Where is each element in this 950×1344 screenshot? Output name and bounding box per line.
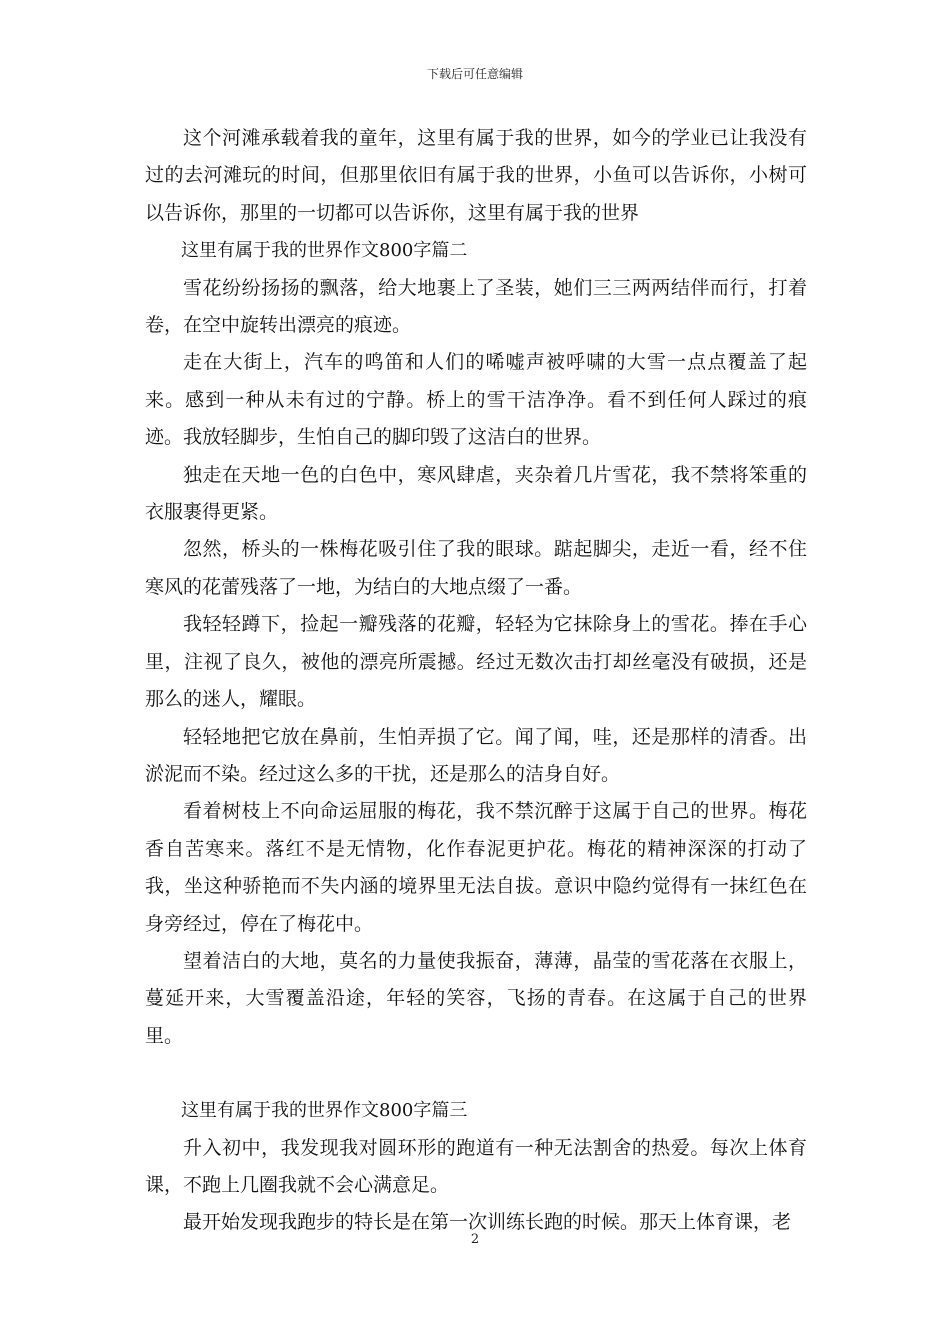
section-heading: 这里有属于我的世界作文800字篇三 xyxy=(181,1100,468,1122)
paragraph: 最开始发现我跑步的特长是在第一次训练长跑的时候。那天上体育课，老 xyxy=(183,1211,792,1234)
paragraph: 这个河滩承载着我的童年，这里有属于我的世界，如今的学业已让我没有过的去河滩玩的时间，但那里依旧有属于我的世界，小鱼可以告诉你，小树可以告诉你，那里的一切都可以告诉你，这里有属于我的世界 xyxy=(145,127,807,224)
section-heading: 这里有属于我的世界作文800字篇二 xyxy=(181,240,468,262)
paragraph: 忽然，桥头的一株梅花吸引住了我的眼球。踮起脚尖，走近一看，经不住寒风的花蕾残落了一地，为结白的大地点缀了一番。 xyxy=(145,538,807,598)
page-number: 2 xyxy=(470,1232,480,1247)
paragraph: 走在大街上，汽车的鸣笛和人们的唏嘘声被呼啸的大雪一点点覆盖了起来。感到一种从未有过的宁静。桥上的雪干洁净净。看不到任何人踩过的痕迹。我放轻脚步，生怕自己的脚印毁了这洁白的世界。 xyxy=(145,351,807,449)
paragraph: 看着树枝上不向命运屈服的梅花，我不禁沉醉于这属于自己的世界。梅花香自苦寒来。落红不是无情物，化作春泥更护花。梅花的精神深深的打动了我，坐这种骄艳而不失内涵的境界里无法自拔。意识中隐约觉得有一抹红色在身旁经过，停在了梅花中。 xyxy=(145,800,807,935)
paragraph: 独走在天地一色的白色中，寒风肆虐，夹杂着几片雪花，我不禁将笨重的衣服裹得更紧。 xyxy=(145,463,807,524)
blank-line xyxy=(145,1055,807,1092)
paragraph: 我轻轻蹲下，捡起一瓣残落的花瓣，轻轻为它抹除身上的雪花。捧在手心里，注视了良久，被他的漂亮所震撼。经过无数次击打却丝毫没有破损，还是那么的迷人，耀眼。 xyxy=(145,613,807,711)
document-body xyxy=(145,120,807,1242)
paragraph: 望着洁白的大地，莫名的力量使我振奋，薄薄，晶莹的雪花落在衣服上，蔓延开来，大雪覆盖沿途，年轻的笑容，飞扬的青春。在这属于自己的世界里。 xyxy=(145,949,807,1047)
paragraph: 轻轻地把它放在鼻前，生怕弄损了它。闻了闻，哇，还是那样的清香。出淤泥而不染。经过这么多的干扰，还是那么的洁身自好。 xyxy=(145,725,807,785)
page-header: 下载后可任意编辑 xyxy=(426,67,523,81)
paragraph: 雪花纷纷扬扬的飘落，给大地裹上了圣装，她们三三两两结伴而行，打着卷，在空中旋转出漂亮的痕迹。 xyxy=(145,276,807,337)
paragraph: 升入初中，我发现我对圆环形的跑道有一种无法割舍的热爱。每次上体育课，不跑上几圈我就不会心满意足。 xyxy=(145,1136,807,1196)
